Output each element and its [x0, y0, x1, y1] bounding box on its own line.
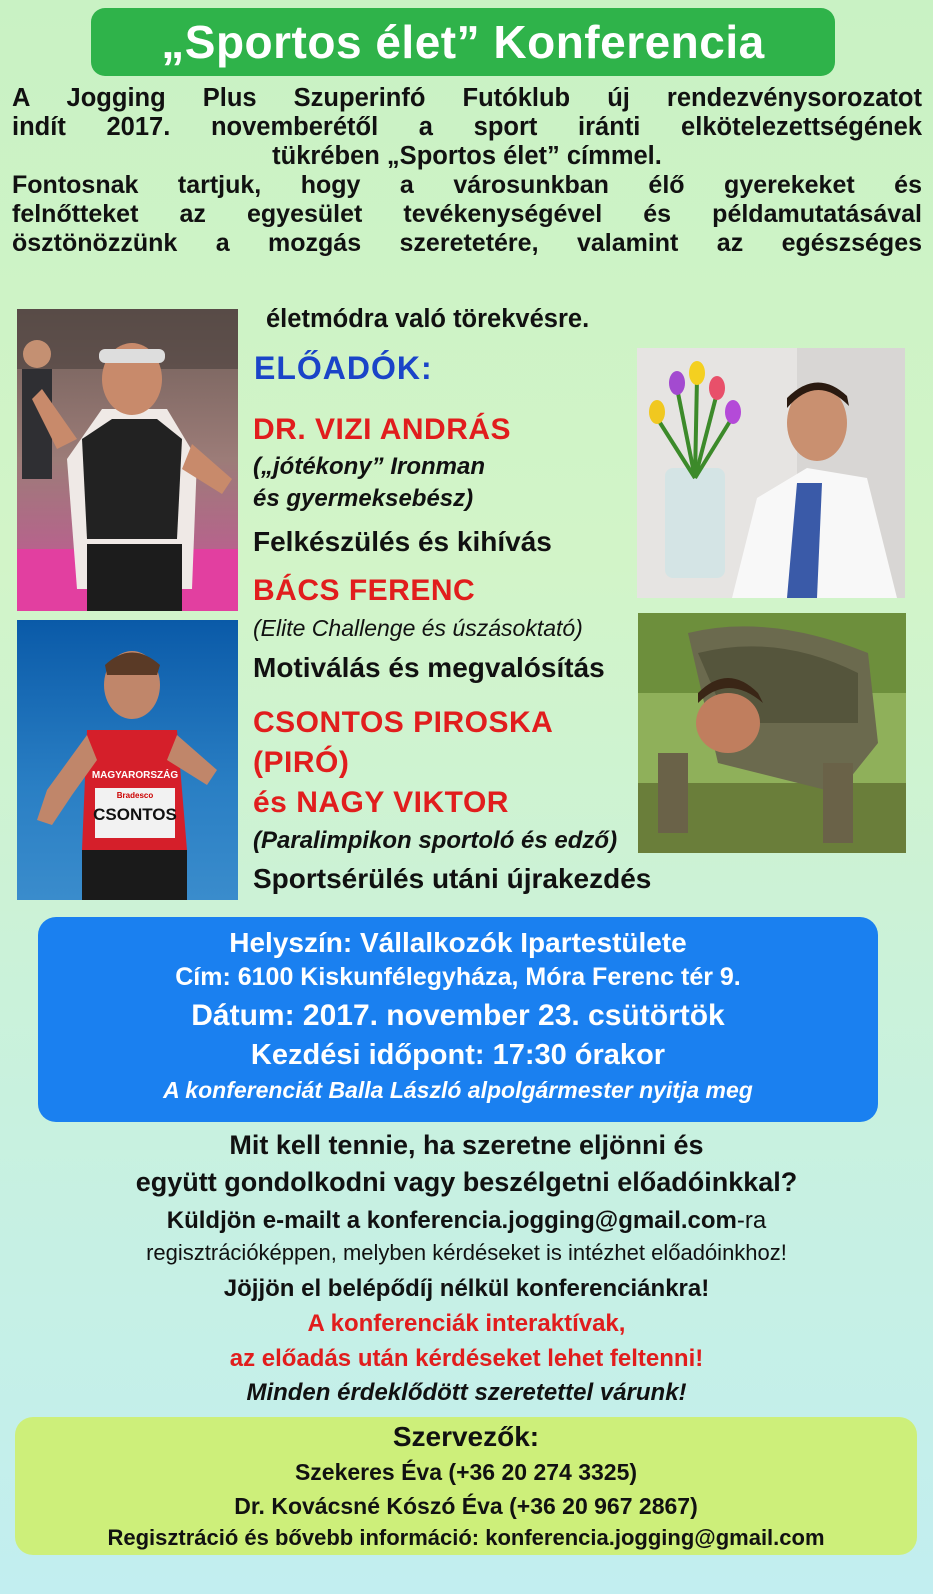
speaker-role: („jótékony” Ironman	[253, 453, 486, 480]
speaker-role: (Paralimpikon sportoló és edző)	[253, 827, 618, 854]
register-question: együtt gondolkodni vagy beszélgetni előadóinkkal?	[135, 1167, 798, 1197]
speaker-role: (Elite Challenge és úszásoktató)	[253, 615, 583, 641]
speaker-role: és gyermeksebész)	[253, 485, 474, 512]
register-line: regisztrációképpen, melyben kérdéseket is intézhet előadóinkhoz!	[146, 1240, 787, 1265]
photo-ironman-runner	[17, 309, 238, 611]
register-question: Mit kell tennie, ha szeretne eljönni és	[229, 1130, 704, 1160]
email-post: -ra	[736, 1207, 767, 1234]
intro-line: indít 2017. novemberétől a sport iránti elkötelezettségének	[12, 113, 922, 141]
start-time: Kezdési időpont: 17:30 órakor	[250, 1039, 666, 1071]
intro-line: A Jogging Plus Szuperinfó Futóklub új rendezvénysorozatot	[12, 84, 922, 112]
address: Cím: 6100 Kiskunfélegyháza, Móra Ferenc tér 9.	[175, 963, 741, 991]
speakers-heading: ELŐADÓK:	[254, 350, 433, 386]
photo-paralympic-runner	[17, 620, 238, 900]
sponsor-text: Bradesco	[116, 791, 154, 800]
email-link[interactable]: konferencia.jogging@gmail.com	[366, 1207, 737, 1234]
intro-line: Fontosnak tartjuk, hogy a városunkban élő gyerekeket és	[12, 171, 922, 199]
opening-note: A konferenciát Balla László alpolgármester nyitja meg	[163, 1077, 753, 1103]
register-email-line	[10, 1207, 923, 1235]
bib-text: CSONTOS	[93, 805, 177, 824]
intro-line: ösztönözzünk a mozgás szeretetére, valamint az egészséges	[12, 229, 922, 257]
speaker-name: (PIRÓ)	[253, 746, 350, 779]
photo-pushup	[638, 613, 906, 853]
page-title: „Sportos élet” Konferencia	[91, 8, 835, 76]
organizer: Szekeres Éva (+36 20 274 3325)	[294, 1459, 638, 1485]
venue: Helyszín: Vállalkozók Ipartestülete	[229, 927, 687, 958]
intro-line: felnőtteket az egyesület tevékenységével és példamutatásával	[12, 200, 922, 228]
speaker-name: és NAGY VIKTOR	[253, 786, 509, 819]
date: Dátum: 2017. november 23. csütörtök	[191, 999, 725, 1032]
speaker-topic: Felkészülés és kihívás	[253, 526, 552, 557]
interactive-note: A konferenciák interaktívak,	[307, 1310, 626, 1337]
speaker-topic: Motiválás és megvalósítás	[253, 652, 605, 683]
organizers-heading: Szervezők:	[392, 1421, 540, 1452]
registration-info: Regisztráció és bővebb információ: konferencia.jogging@gmail.com	[107, 1525, 825, 1550]
speaker-name: DR. VIZI ANDRÁS	[253, 413, 512, 446]
organizers-box	[15, 1417, 917, 1555]
shirt-text: MAGYARORSZÁG	[91, 770, 179, 781]
speaker-name: BÁCS FERENC	[253, 574, 476, 607]
speaker-name: CSONTOS PIROSKA	[253, 706, 554, 739]
intro-line: életmódra való törekvésre.	[266, 305, 590, 333]
organizer: Dr. Kovácsné Kószó Éva (+36 20 967 2867)	[234, 1493, 698, 1519]
event-info-box	[38, 917, 878, 1122]
speaker-topic: Sportsérülés utáni újrakezdés	[253, 863, 652, 894]
register-line: Jöjjön el belépődíj nélkül konferenciánkra!	[223, 1275, 710, 1302]
interactive-note: az előadás után kérdéseket lehet feltenni!	[229, 1345, 704, 1372]
email-pre: Küldjön e-mailt a	[166, 1207, 367, 1234]
intro-line: tükrében „Sportos élet” címmel.	[272, 142, 662, 170]
closing-line: Minden érdeklődött szeretettel várunk!	[246, 1379, 687, 1406]
photo-doctor	[637, 348, 905, 598]
